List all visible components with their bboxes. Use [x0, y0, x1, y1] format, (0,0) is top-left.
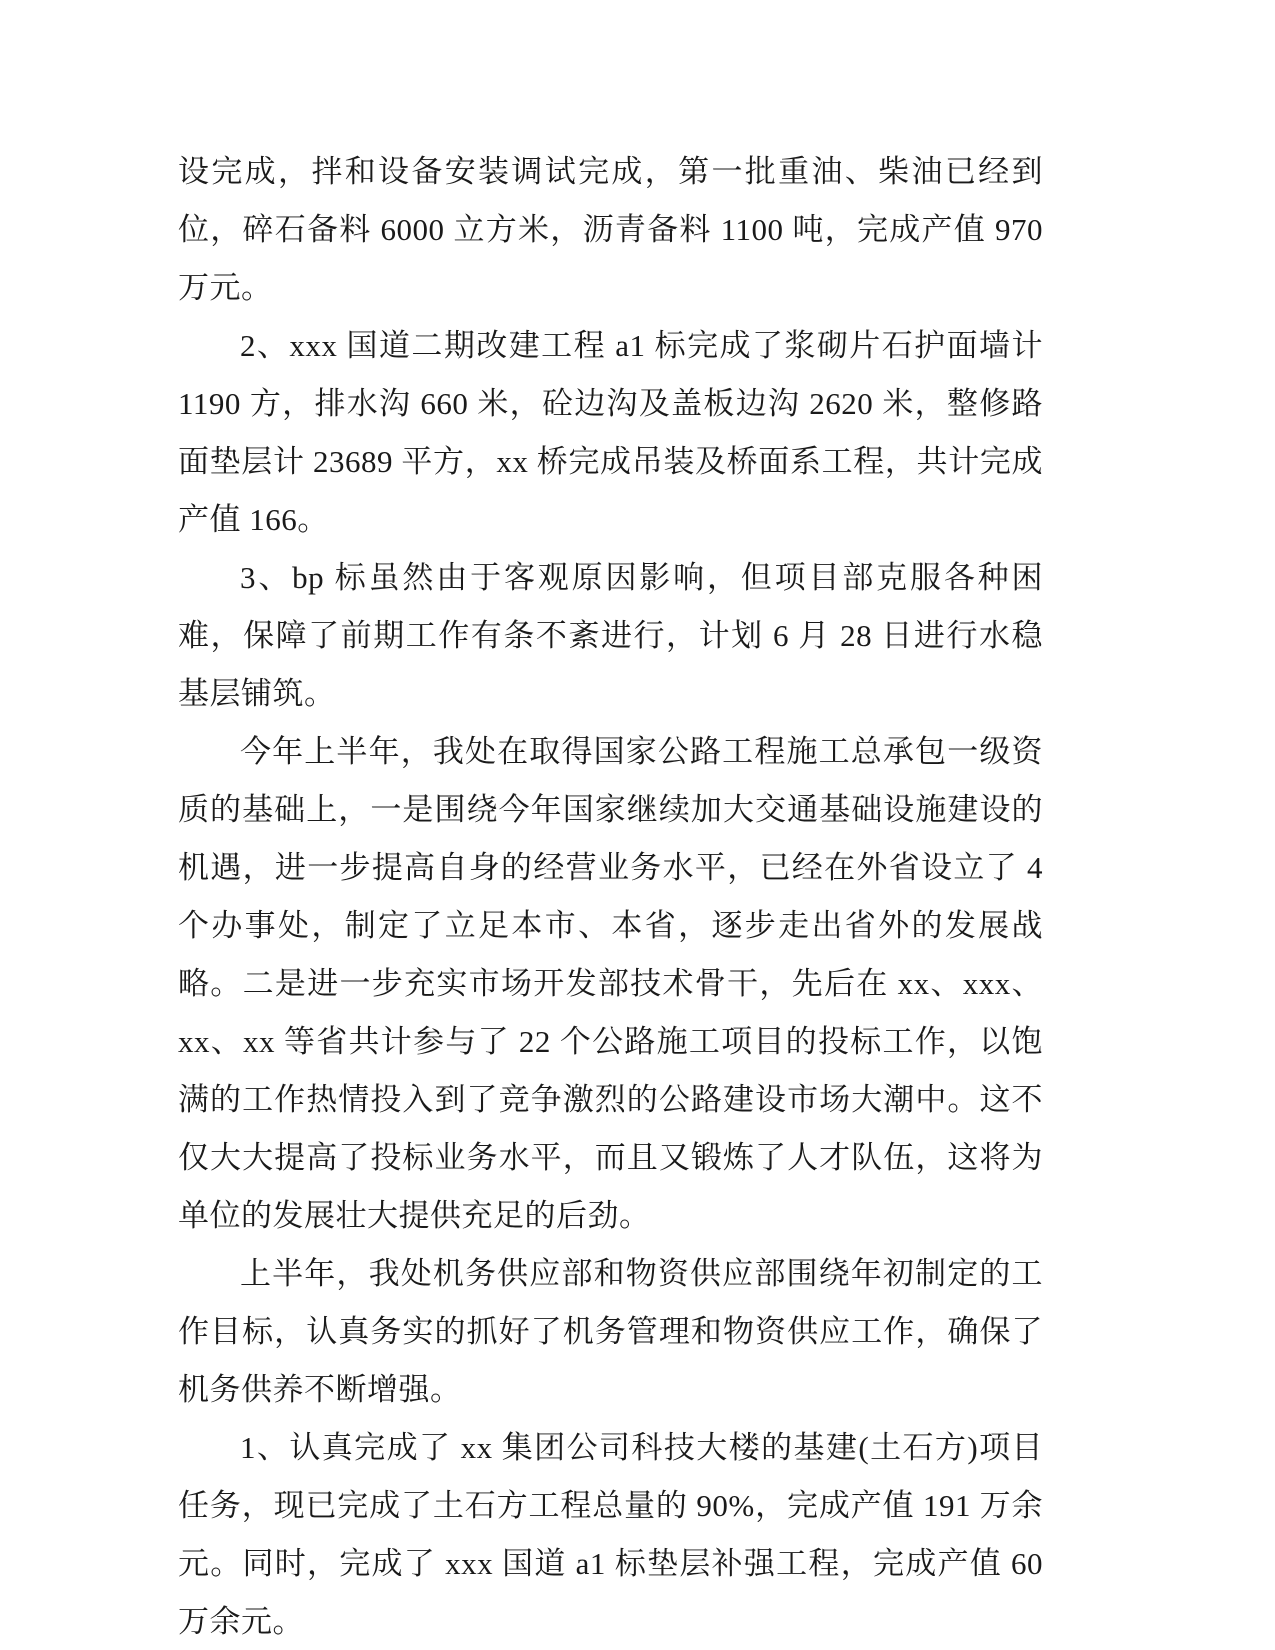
paragraph-item-3: 3、bp 标虽然由于客观原因影响，但项目部克服各种困难，保障了前期工作有条不紊进行，计划 6 月 28 日进行水稳基层铺筑。 — [178, 560, 1043, 711]
paragraph-item-2: 2、xxx 国道二期改建工程 a1 标完成了浆砌片石护面墙计 1190 方，排水沟 660 米，砼边沟及盖板边沟 2620 米，整修路面垫层计 23689 平方，xx 桥完成吊装及桥面系工程，共计完成产值 166。 — [178, 328, 1043, 537]
paragraph-continuation: 设完成，拌和设备安装调试完成，第一批重油、柴油已经到位，碎石备料 6000 立方米，沥青备料 1100 吨，完成产值 970 万元。 — [178, 154, 1043, 305]
paragraph-supply-dept: 上半年，我处机务供应部和物资供应部围绕年初制定的工作目标，认真务实的抓好了机务管理和物资供应工作，确保了机务供养不断增强。 — [178, 1256, 1043, 1407]
paragraph-item-1-projects: 1、认真完成了 xx 集团公司科技大楼的基建(土石方)项目任务，现已完成了土石方工程总量的 90%，完成产值 191 万余元。同时，完成了 xxx 国道 a1 标垫层补强工程，完成产值 60 万余元。 — [178, 1430, 1043, 1639]
paragraph-halfyear-summary: 今年上半年，我处在取得国家公路工程施工总承包一级资质的基础上，一是围绕今年国家继续加大交通基础设施建设的机遇，进一步提高自身的经营业务水平，已经在外省设立了 4 个办事处，制定了立足本市、本省，逐步走出省外的发展战略。二是进一步充实市场开发部技术骨干，先后在 xx、xxx、xx、xx 等省共计参与了 22 个公路施工项目的投标工作，以饱满的工作热情投入到了竞争激烈的公路建设市场大潮中。这不仅大大提高了投标业务水平，而且又锻炼了人才队伍，这将为单位的发展壮大提供充足的后劲。 — [178, 734, 1043, 1233]
